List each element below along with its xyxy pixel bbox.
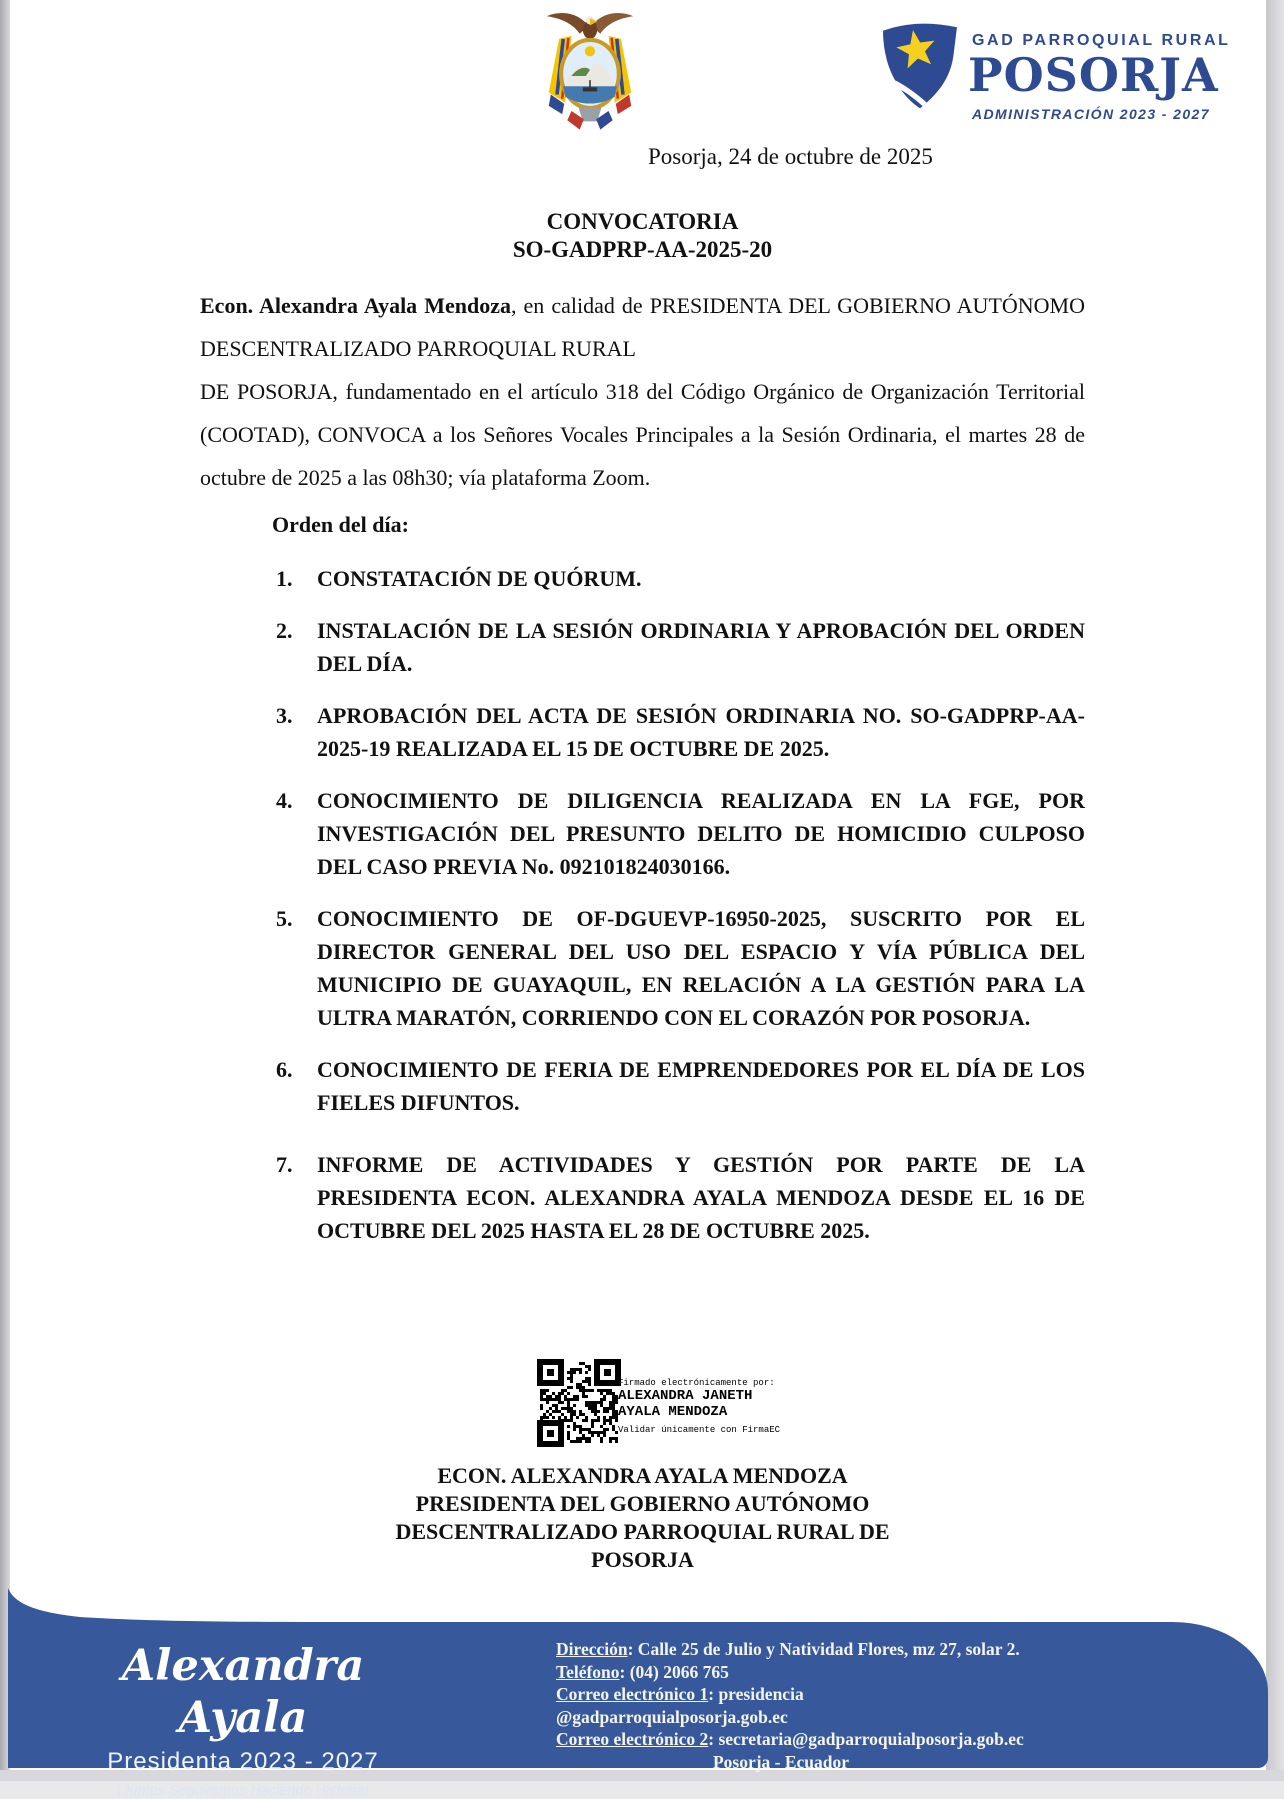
page-edge-left bbox=[0, 0, 10, 1781]
footer-wave-shape bbox=[8, 1588, 318, 1622]
agenda-item-text: CONSTATACIÓN DE QUÓRUM. bbox=[317, 566, 642, 591]
agenda-item-number: 4. bbox=[276, 788, 293, 813]
stamp-validate-label: Validar únicamente con FirmaEC bbox=[618, 1425, 781, 1435]
agenda-item-text: INSTALACIÓN DE LA SESIÓN ORDINARIA Y APROBACIÓN DEL ORDEN DEL DÍA. bbox=[317, 618, 1085, 676]
agenda-item-number: 5. bbox=[276, 906, 293, 931]
agenda-item-number: 3. bbox=[276, 703, 293, 728]
email2-label: Correo electrónico 2 bbox=[556, 1729, 709, 1749]
agenda-item-number: 7. bbox=[276, 1152, 293, 1177]
qr-code-icon bbox=[540, 1362, 618, 1444]
agenda-item-4 bbox=[276, 784, 1088, 883]
footer-slogan: ¡Juntos Seguiremos Haciendo Historia! bbox=[117, 1783, 369, 1799]
footer-band bbox=[8, 1622, 1268, 1799]
footer-contact-block bbox=[556, 1638, 1026, 1773]
footer-phone-row bbox=[556, 1661, 1026, 1684]
footer-email1-row bbox=[556, 1683, 1026, 1728]
email1-label: Correo electrónico 1 bbox=[556, 1684, 709, 1704]
agenda-list bbox=[276, 562, 1088, 1266]
page-edge-right bbox=[1266, 0, 1284, 1781]
agenda-item-number: 2. bbox=[276, 618, 293, 643]
intro-paragraph-1 bbox=[200, 284, 1085, 370]
signature-line-4: POSORJA bbox=[591, 1547, 694, 1572]
agenda-item-2 bbox=[276, 614, 1088, 680]
agenda-item-3 bbox=[276, 699, 1088, 765]
agenda-heading: Orden del día: bbox=[272, 512, 409, 537]
agenda-item-6 bbox=[276, 1053, 1088, 1119]
footer-email2-row bbox=[556, 1728, 1026, 1751]
signature-line-3: DESCENTRALIZADO PARROQUIAL RURAL DE bbox=[395, 1519, 890, 1544]
footer-role-line: Presidenta 2023 - 2027 bbox=[107, 1748, 379, 1775]
agenda-item-7 bbox=[276, 1148, 1088, 1247]
email2-value: : secretaria@gadparroquialposorja.gob.ec bbox=[708, 1729, 1024, 1749]
agenda-item-text: APROBACIÓN DEL ACTA DE SESIÓN ORDINARIA NO. SO-GADPRP-AA-2025-19 REALIZADA EL 15 DE OCTUBRE DE 2025. bbox=[317, 703, 1085, 761]
ecuador-coat-of-arms-icon bbox=[536, 8, 644, 149]
phone-label: Teléfono bbox=[556, 1661, 620, 1682]
address-value: : Calle 25 de Julio y Natividad Flores, mz 27, solar 2. bbox=[627, 1639, 1020, 1659]
posorja-shield-icon bbox=[876, 16, 964, 116]
address-label: Dirección bbox=[556, 1639, 628, 1659]
stamp-signer-name-line2: AYALA MENDOZA bbox=[618, 1404, 728, 1420]
intro-rest: , en calidad de PRESIDENTA DEL GOBIERNO AUTÓNOMO DESCENTRALIZADO PARROQUIAL RURAL bbox=[200, 293, 1085, 361]
stamp-signer-name-line1: ALEXANDRA JANETH bbox=[618, 1388, 753, 1404]
footer-address-row bbox=[556, 1638, 1026, 1661]
signature-line-1: ECON. ALEXANDRA AYALA MENDOZA bbox=[437, 1463, 848, 1488]
agenda-item-5 bbox=[276, 902, 1088, 1034]
agenda-item-1 bbox=[276, 562, 1088, 595]
agenda-item-number: 6. bbox=[276, 1057, 293, 1082]
footer-location: Posorja - Ecuador bbox=[712, 1751, 850, 1772]
footer-president-block bbox=[68, 1640, 418, 1799]
logo-admin-line: ADMINISTRACIÓN 2023 - 2027 bbox=[972, 106, 1210, 122]
intro-paragraphs bbox=[200, 284, 1085, 499]
signature-block bbox=[200, 1462, 1085, 1574]
intro-paragraph-2: DE POSORJA, fundamentado en el artículo 318 del Código Orgánico de Organización Territorial (COOTAD), CONVOCA a los Señores Vocales Principales a la Sesión Ordinaria, el martes 28 de octubre de 2025 a las 08h30; vía plataforma Zoom. bbox=[200, 379, 1085, 490]
agenda-item-text: INFORME DE ACTIVIDADES Y GESTIÓN POR PARTE DE LA PRESIDENTA ECON. ALEXANDRA AYALA MENDOZA DESDE EL 16 DE OCTUBRE DEL 2025 HASTA EL 28 DE OCTUBRE 2025. bbox=[317, 1152, 1085, 1243]
phone-value: : (04) 2066 765 bbox=[619, 1661, 729, 1682]
footer-script-signature: Alexandra Ayala bbox=[121, 1641, 365, 1743]
email1-value: : presidencia @gadparroquialposorja.gob.ec bbox=[556, 1684, 804, 1727]
signature-line-2: PRESIDENTA DEL GOBIERNO AUTÓNOMO bbox=[415, 1491, 870, 1516]
date-line: Posorja, 24 de octubre de 2025 bbox=[648, 144, 933, 169]
session-code: SO-GADPRP-AA-2025-20 bbox=[512, 237, 773, 262]
logo-name: POSORJA bbox=[968, 48, 1219, 102]
document-title: CONVOCATORIA bbox=[546, 209, 739, 234]
agenda-item-text: CONOCIMIENTO DE FERIA DE EMPRENDEDORES POR EL DÍA DE LOS FIELES DIFUNTOS. bbox=[317, 1057, 1085, 1115]
intro-author-bold: Econ. Alexandra Ayala Mendoza bbox=[200, 293, 511, 318]
agenda-item-number: 1. bbox=[276, 566, 293, 591]
stamp-signed-by-label: Firmado electrónicamente por: bbox=[618, 1378, 775, 1388]
agenda-item-text: CONOCIMIENTO DE DILIGENCIA REALIZADA EN LA FGE, POR INVESTIGACIÓN DEL PRESUNTO DELITO DE HOMICIDIO CULPOSO DEL CASO PREVIA No. 092101824030166. bbox=[317, 788, 1085, 879]
agenda-item-text: CONOCIMIENTO DE OF-DGUEVP-16950-2025, SUSCRITO POR EL DIRECTOR GENERAL DEL USO DEL ESPACIO Y VÍA PÚBLICA DEL MUNICIPIO DE GUAYAQUIL, EN RELACIÓN A LA GESTIÓN PARA LA ULTRA MARATÓN, CORRIENDO CON EL CORAZÓN POR POSORJA. bbox=[317, 906, 1085, 1030]
logo-org-line: GAD PARROQUIAL RURAL bbox=[972, 32, 1231, 49]
